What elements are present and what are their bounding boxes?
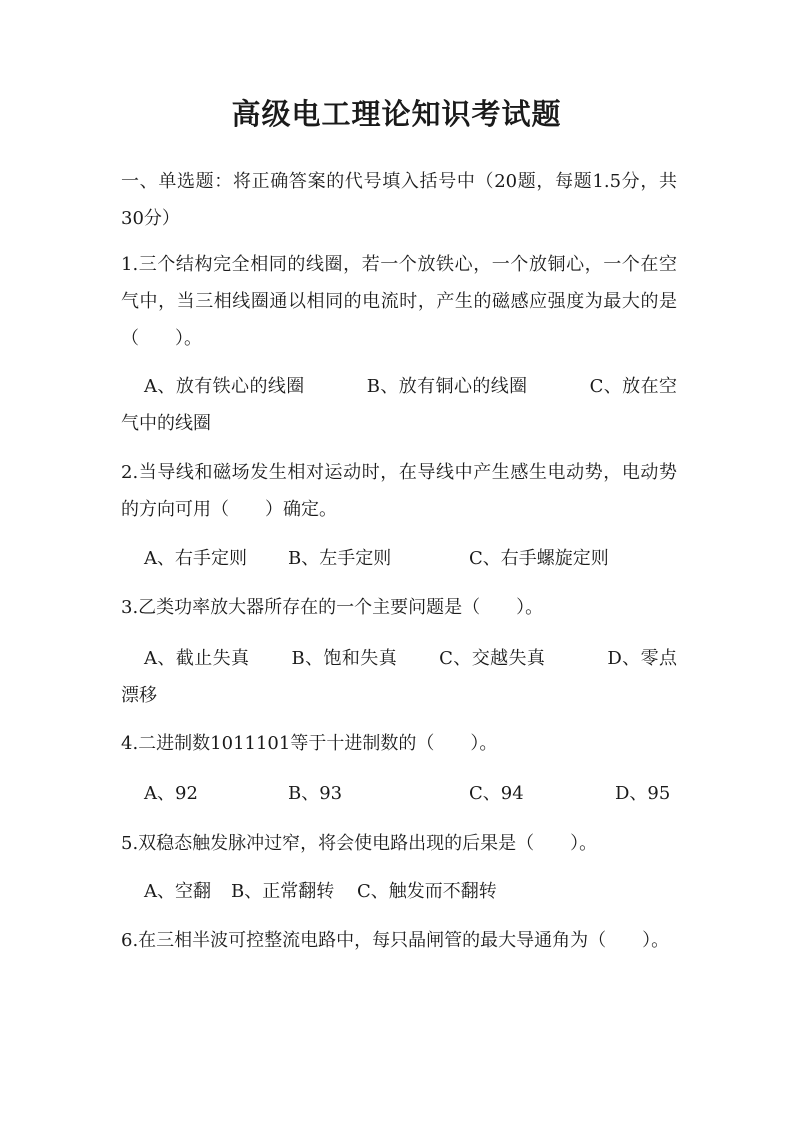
option-b[interactable]: B、放有铜心的线圈	[366, 376, 528, 397]
option-d[interactable]: D、95	[615, 783, 671, 804]
option-b[interactable]: B、93	[288, 783, 343, 804]
option-a[interactable]: A、右手定则	[144, 548, 247, 569]
section-heading: 一、单选题：将正确答案的代号填入括号中（20题，每题1.5分，共30分）	[121, 171, 677, 229]
option-d[interactable]: D、零点漂移	[121, 648, 677, 706]
option-c[interactable]: C、放在空气中的线圈	[121, 376, 677, 434]
option-a[interactable]: A、放有铁心的线圈	[144, 376, 305, 397]
option-a[interactable]: A、92	[144, 783, 198, 804]
option-c[interactable]: C、交越失真	[439, 648, 546, 669]
page-title: 高级电工理论知识考试题	[231, 97, 562, 131]
option-c[interactable]: C、触发而不翻转	[357, 881, 497, 902]
option-a[interactable]: A、截止失真	[144, 648, 250, 669]
option-b[interactable]: B、左手定则	[288, 548, 392, 569]
option-b[interactable]: B、正常翻转	[231, 881, 335, 902]
question-5-stem: 5.双稳态触发脉冲过窄，将会使电路出现的后果是（ ）。	[121, 833, 598, 854]
option-c[interactable]: C、右手螺旋定则	[469, 548, 609, 569]
question-3-stem: 3.乙类功率放大器所存在的一个主要问题是（ ）。	[121, 597, 544, 618]
question-3-options	[121, 640, 677, 714]
question-6-stem: 6.在三相半波可控整流电路中，每只晶闸管的最大导通角为（ ）。	[121, 930, 670, 951]
option-c[interactable]: C、94	[469, 783, 524, 804]
option-a[interactable]: A、空翻	[144, 881, 211, 902]
question-4-stem: 4.二进制数1011101等于十进制数的（ ）。	[121, 733, 498, 754]
question-1-stem: 1.三个结构完全相同的线圈，若一个放铁心，一个放铜心，一个在空气中，当三相线圈通以相同的电流时，产生的磁感应强度为最大的是（ ）。	[121, 254, 677, 349]
question-1-options	[121, 368, 677, 442]
question-2-stem: 2.当导线和磁场发生相对运动时，在导线中产生感生电动势，电动势的方向可用（ ）确定。	[121, 462, 677, 520]
option-b[interactable]: B、饱和失真	[291, 648, 398, 669]
